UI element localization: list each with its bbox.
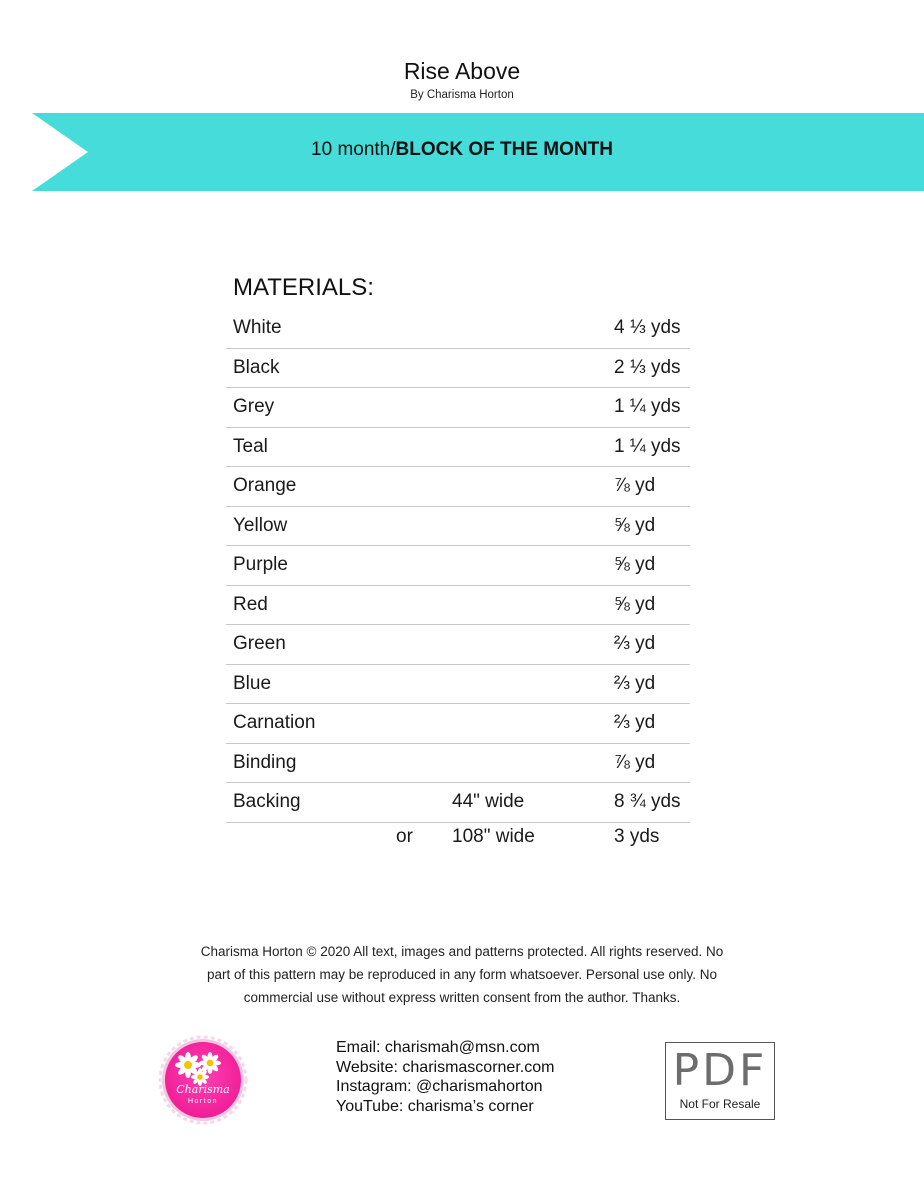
material-qty: ⅔ yd: [614, 672, 656, 694]
material-qty: ⅝ yd: [614, 554, 656, 575]
banner-bold: BLOCK OF THE MONTH: [395, 139, 613, 160]
material-name: Red: [233, 593, 268, 615]
backing-alt-width: 108" wide: [452, 826, 535, 847]
author-byline: By Charisma Horton: [410, 89, 514, 101]
contact-website: Website: charismascorner.com: [336, 1058, 555, 1076]
logo-text-surname: Horton: [187, 1098, 219, 1105]
banner-text: [0, 139, 924, 161]
material-row: [226, 744, 690, 784]
material-row: [226, 309, 690, 349]
material-row: [226, 349, 690, 389]
copyright-line: Charisma Horton © 2020 All text, images and patterns protected. All rights reserved. No: [200, 944, 724, 959]
logo-text-name: Charisma: [176, 1083, 230, 1096]
or-label: or: [396, 826, 413, 847]
material-name: Yellow: [233, 514, 288, 536]
material-name: Green: [233, 633, 286, 654]
material-name: Blue: [233, 672, 272, 694]
banner-prefix: 10 month/: [311, 139, 396, 160]
material-name: Orange: [233, 475, 297, 496]
material-qty: 4 ⅓ yds: [614, 317, 681, 338]
material-name: Carnation: [233, 712, 316, 733]
material-row: [226, 625, 690, 665]
contact-email: Email: charismah@msn.com: [336, 1039, 540, 1056]
pdf-not-for-resale: Not For Resale: [679, 1097, 761, 1111]
material-name: White: [233, 317, 282, 338]
copyright-notice: [160, 940, 764, 1009]
material-row: [226, 704, 690, 744]
material-row: [226, 665, 690, 705]
pdf-badge: [665, 1042, 775, 1120]
materials-heading: MATERIALS:: [233, 274, 374, 301]
materials-table: [226, 309, 690, 823]
backing-alt-qty: 3 yds: [614, 826, 660, 847]
material-qty: ⅞ yd: [614, 475, 656, 496]
material-name: Binding: [233, 751, 297, 773]
material-row: [226, 467, 690, 507]
material-name: Black: [233, 356, 280, 378]
material-qty: ⅝ yd: [614, 593, 656, 615]
material-name: Grey: [233, 396, 275, 417]
material-qty: 1 ¼ yds: [614, 396, 681, 417]
contact-info: [336, 1038, 554, 1116]
backing-name: Backing: [233, 791, 301, 812]
material-qty: ⅔ yd: [614, 712, 656, 733]
material-qty: ⅝ yd: [614, 514, 656, 536]
backing-row: [226, 783, 690, 823]
material-name: Purple: [233, 554, 288, 575]
pattern-title: Rise Above: [403, 58, 521, 84]
material-row: [226, 388, 690, 428]
contact-instagram: Instagram: @charismahorton: [336, 1078, 543, 1095]
copyright-line: commercial use without express written consent from the author. Thanks.: [243, 990, 681, 1005]
material-row: [226, 428, 690, 468]
material-row: [226, 507, 690, 547]
material-qty: ⅞ yd: [614, 751, 656, 773]
charisma-logo: [158, 1035, 248, 1125]
backing-qty: 8 ¾ yds: [614, 791, 681, 812]
pdf-label: PDF: [672, 1045, 768, 1096]
material-row: [226, 586, 690, 626]
backing-width: 44" wide: [452, 791, 525, 812]
material-qty: ⅔ yd: [614, 633, 656, 654]
material-name: Teal: [233, 435, 268, 457]
material-row: [226, 546, 690, 586]
material-qty: 2 ⅓ yds: [614, 356, 681, 378]
copyright-line: part of this pattern may be reproduced in any form whatsoever. Personal use only. No: [206, 967, 718, 982]
contact-youtube: YouTube: charisma’s corner: [336, 1097, 534, 1115]
material-qty: 1 ¼ yds: [614, 435, 681, 457]
backing-alt-row: [226, 826, 690, 856]
